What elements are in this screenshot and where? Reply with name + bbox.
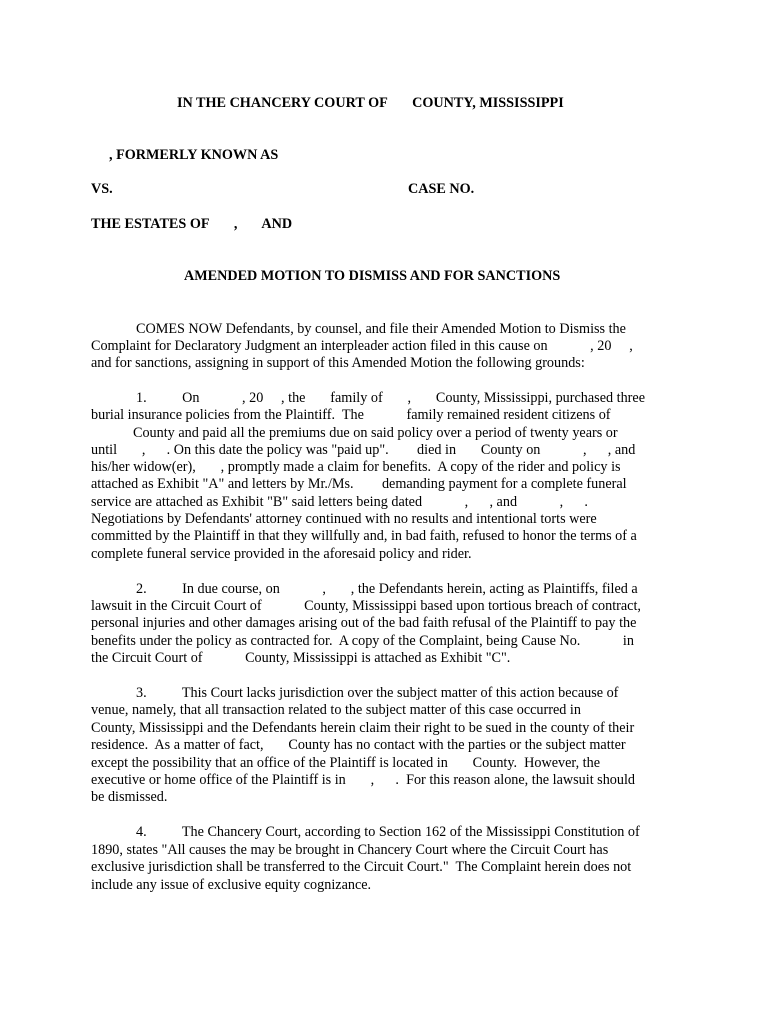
party-2-line: THE ESTATES OF , AND (91, 216, 293, 232)
para-1-line: committed by the Plaintiff in that they willfully and, in bad faith, refused to honor the terms of a (91, 528, 637, 544)
para-1-line: County and paid all the premiums due on said policy over a period of twenty years or (133, 425, 618, 441)
para-4-line: 4. The Chancery Court, according to Section 162 of the Mississippi Constitution of (136, 824, 640, 840)
intro-line: Complaint for Declaratory Judgment an interpleader action filed in this cause on , 20 , (91, 338, 633, 354)
para-2-line: lawsuit in the Circuit Court of County, Mississippi based upon tortious breach of contract, (91, 598, 641, 614)
para-1-line: service are attached as Exhibit "B" said letters being dated , , and , . (91, 494, 588, 510)
versus-label: VS. (91, 181, 113, 197)
motion-title: AMENDED MOTION TO DISMISS AND FOR SANCTIONS (184, 268, 561, 284)
para-1-line: until , . On this date the policy was "paid up". died in County on , , and (91, 442, 636, 458)
para-1-line: burial insurance policies from the Plaintiff. The family remained resident citizens of (91, 407, 611, 423)
para-4-line: 1890, states "All causes the may be brought in Chancery Court where the Circuit Court has (91, 842, 609, 858)
para-1-line: his/her widow(er), , promptly made a claim for benefits. A copy of the rider and policy is (91, 459, 621, 475)
para-3-line: except the possibility that an office of the Plaintiff is located in County. However, the (91, 755, 601, 771)
para-2-line: the Circuit Court of County, Mississippi is attached as Exhibit "C". (91, 650, 511, 666)
para-2-line: benefits under the policy as contracted for. A copy of the Complaint, being Cause No. in (91, 633, 634, 649)
intro-line: COMES NOW Defendants, by counsel, and file their Amended Motion to Dismiss the (136, 321, 626, 337)
para-4-line: exclusive jurisdiction shall be transferred to the Circuit Court." The Complaint herein does not (91, 859, 632, 875)
para-1-line: 1. On , 20 , the family of , County, Mississippi, purchased three (136, 390, 645, 406)
para-3-line: 3. This Court lacks jurisdiction over the subject matter of this action because of (136, 685, 619, 701)
court-heading: IN THE CHANCERY COURT OF COUNTY, MISSISSIPPI (177, 95, 564, 111)
para-3-line: County, Mississippi and the Defendants herein claim their right to be sued in the county of their (91, 720, 635, 736)
para-1-line: complete funeral service provided in the aforesaid policy and rider. (91, 546, 472, 562)
case-number-label: CASE NO. (408, 181, 475, 197)
para-2-line: 2. In due course, on , , the Defendants herein, acting as Plaintiffs, filed a (136, 581, 638, 597)
para-3-line: executive or home office of the Plaintiff is in , . For this reason alone, the lawsuit should (91, 772, 636, 788)
para-4-line: include any issue of exclusive equity cognizance. (91, 877, 372, 893)
intro-line: and for sanctions, assigning in support of this Amended Motion the following grounds: (91, 355, 585, 371)
party-1-line: , FORMERLY KNOWN AS (109, 147, 279, 163)
para-3-line: venue, namely, that all transaction related to the subject matter of this case occurred in (91, 702, 581, 718)
para-1-line: attached as Exhibit "A" and letters by Mr./Ms. demanding payment for a complete funeral (91, 476, 627, 492)
para-2-line: personal injuries and other damages arising out of the bad faith refusal of the Plaintiff to pay the (91, 615, 637, 631)
para-1-line: Negotiations by Defendants' attorney continued with no results and intentional torts were (91, 511, 597, 527)
para-3-line: residence. As a matter of fact, County has no contact with the parties or the subject matter (91, 737, 626, 753)
para-3-line: be dismissed. (91, 789, 168, 805)
